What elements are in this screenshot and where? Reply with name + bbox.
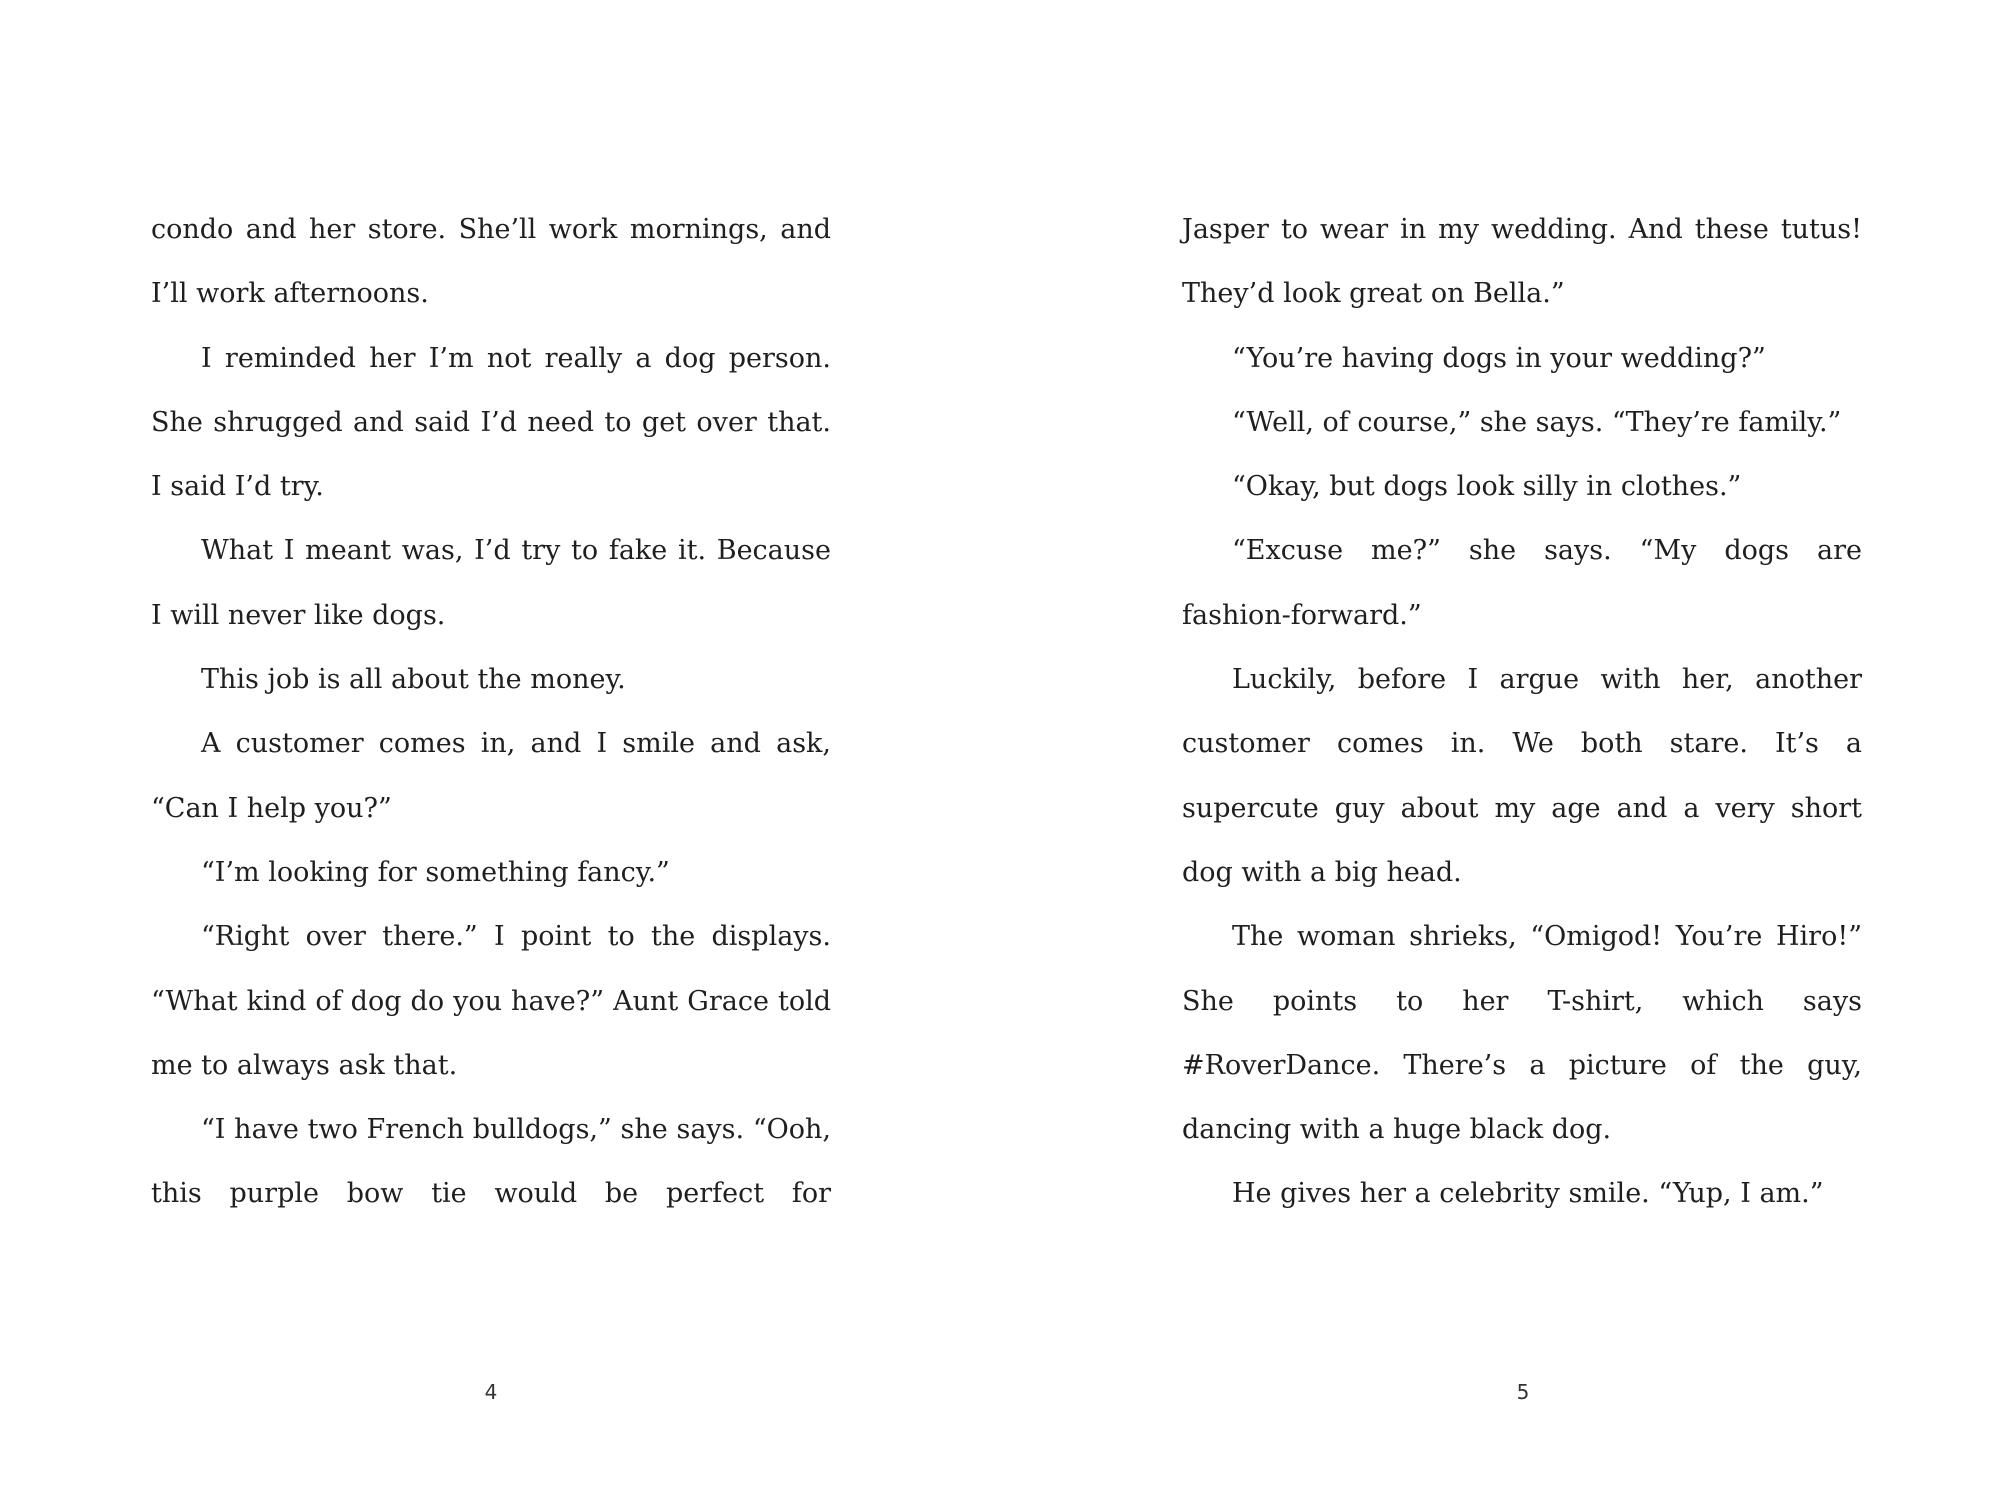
paragraph: This job is all about the money. bbox=[201, 664, 626, 696]
paragraph: “I have two French bulldogs,” she says. “Ooh, this purple bow tie would be perfect for bbox=[151, 1114, 831, 1210]
paragraph: I reminded her I’m not really a dog person. She shrugged and said I’d need to get over that. I said I’d try. bbox=[151, 342, 831, 503]
paragraph: condo and her store. She’ll work mornings, and I’ll work afternoons. bbox=[151, 214, 831, 310]
right-page-text bbox=[1182, 198, 1862, 1227]
paragraph: Jasper to wear in my wedding. And these tutus! They’d look great on Bella.” bbox=[1182, 214, 1862, 310]
paragraph: “Excuse me?” she says. “My dogs are fashion-forward.” bbox=[1182, 535, 1862, 631]
left-page-text bbox=[151, 198, 831, 1227]
paragraph: “You’re having dogs in your wedding?” bbox=[1232, 342, 1766, 374]
paragraph: Luckily, before I argue with her, another customer comes in. We both stare. It’s a supercute guy about my age and a very short dog with a big head. bbox=[1182, 664, 1862, 888]
page-number: 4 bbox=[484, 1380, 498, 1404]
paragraph: “Well, of course,” she says. “They’re family.” bbox=[1232, 406, 1842, 438]
paragraph: “Right over there.” I point to the displays. “What kind of dog do you have?” Aunt Grace told me to always ask that. bbox=[151, 921, 831, 1081]
page-number: 5 bbox=[1516, 1380, 1530, 1404]
paragraph: “Okay, but dogs look silly in clothes.” bbox=[1232, 471, 1742, 503]
paragraph: The woman shrieks, “Omigod! You’re Hiro!” She points to her T-shirt, which says #RoverDance. There’s a picture of the guy, dancing with a huge black dog. bbox=[1182, 921, 1862, 1146]
paragraph: A customer comes in, and I smile and ask, “Can I help you?” bbox=[151, 728, 831, 824]
paragraph: He gives her a celebrity smile. “Yup, I am.” bbox=[1232, 1178, 1824, 1210]
right-page bbox=[1000, 0, 2000, 1500]
paragraph: “I’m looking for something fancy.” bbox=[201, 856, 670, 888]
paragraph: What I meant was, I’d try to fake it. Because I will never like dogs. bbox=[151, 535, 831, 631]
